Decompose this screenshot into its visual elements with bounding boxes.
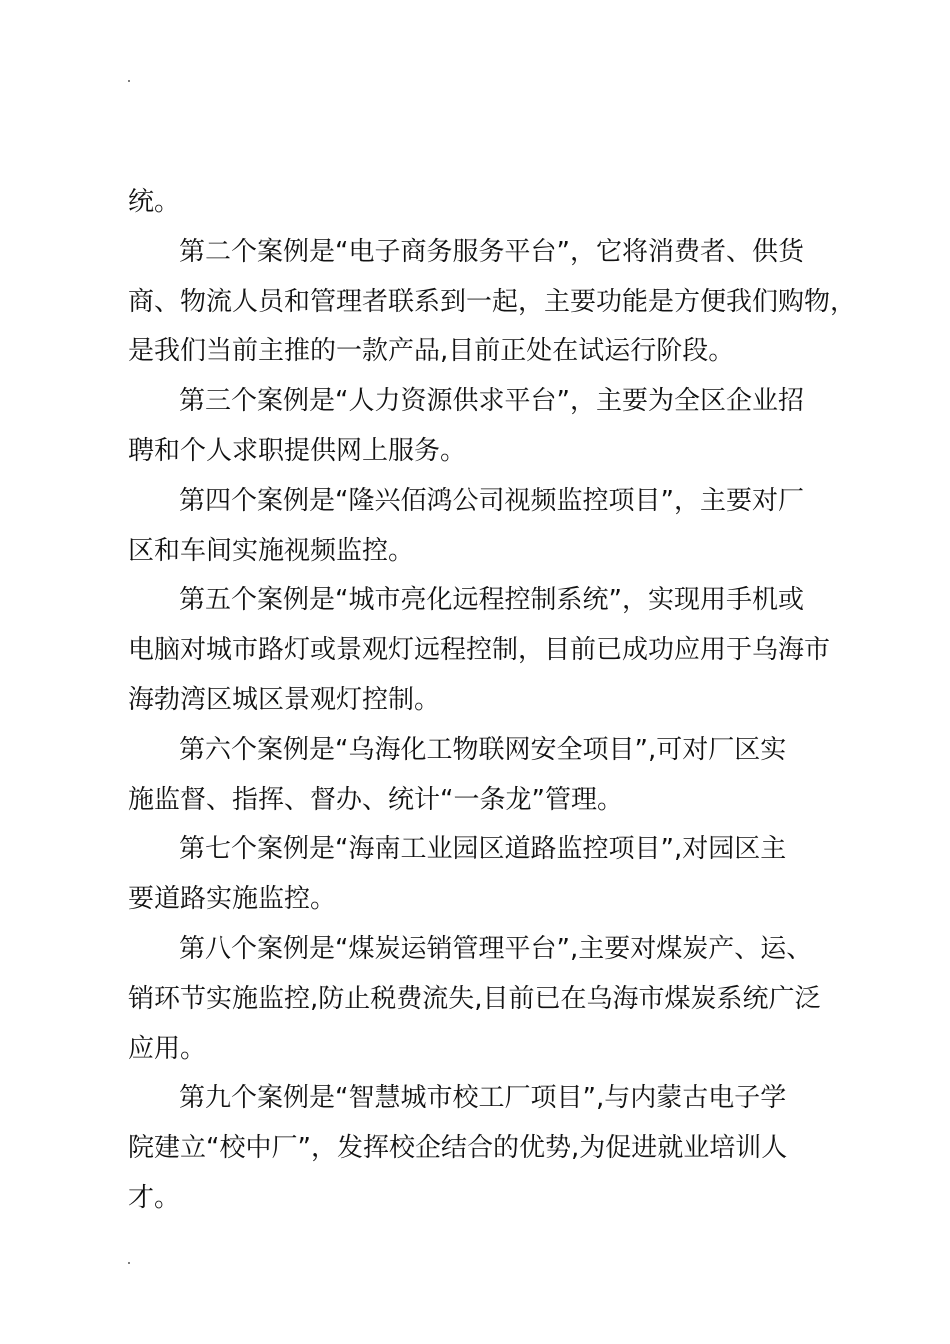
document-body <box>128 178 857 1224</box>
paragraph-line: 第二个案例是“电子商务服务平台”，它将消费者、供货 <box>179 236 804 267</box>
paragraph-line: 才。 <box>128 1182 181 1213</box>
paragraph-line: 要道路实施监控。 <box>128 884 337 915</box>
paragraph-line: 统。 <box>128 187 181 217</box>
paragraph-line: 销环节实施监控,防止税费流失,目前已在乌海市煤炭系统广泛 <box>128 983 821 1014</box>
paragraph-line: 第七个案例是“海南工业园区道路监控项目”,对园区主 <box>179 834 787 865</box>
paragraph-line: 第八个案例是“煤炭运销管理平台”,主要对煤炭产、运、 <box>179 933 813 964</box>
page-marker-dot <box>128 1262 130 1264</box>
paragraph-line: 电脑对城市路灯或景观灯远程控制，目前已成功应用于乌海市 <box>128 635 831 666</box>
paragraph-line: 区和车间实施视频监控。 <box>128 535 415 566</box>
paragraph-line: 第六个案例是“乌海化工物联网安全项目”,可对厂区实 <box>179 734 787 765</box>
paragraph-line: 第九个案例是“智慧城市校工厂项目”,与内蒙古电子学 <box>179 1083 787 1114</box>
paragraph-line: 海勃湾区城区景观灯控制。 <box>128 684 441 715</box>
paragraph-line: 施监督、指挥、督办、统计“一条龙”管理。 <box>128 784 623 815</box>
paragraph-line: 院建立“校中厂”，发挥校企结合的优势,为促进就业培训人 <box>128 1133 788 1164</box>
paragraph-line: 应用。 <box>128 1033 207 1064</box>
paragraph-line: 第五个案例是“城市亮化远程控制系统”，实现用手机或 <box>179 585 804 616</box>
paragraph-line: 商、物流人员和管理者联系到一起，主要功能是方便我们购物， <box>128 286 857 317</box>
paragraph-line: 第四个案例是“隆兴佰鸿公司视频监控项目”，主要对厂 <box>179 485 804 516</box>
paragraph-line: 是我们当前主推的一款产品,目前正处在试运行阶段。 <box>128 336 735 367</box>
paragraph-line: 聘和个人求职提供网上服务。 <box>128 435 467 466</box>
paragraph-line: 第三个案例是“人力资源供求平台”，主要为全区企业招 <box>179 386 804 417</box>
page-marker-dot <box>128 80 130 82</box>
